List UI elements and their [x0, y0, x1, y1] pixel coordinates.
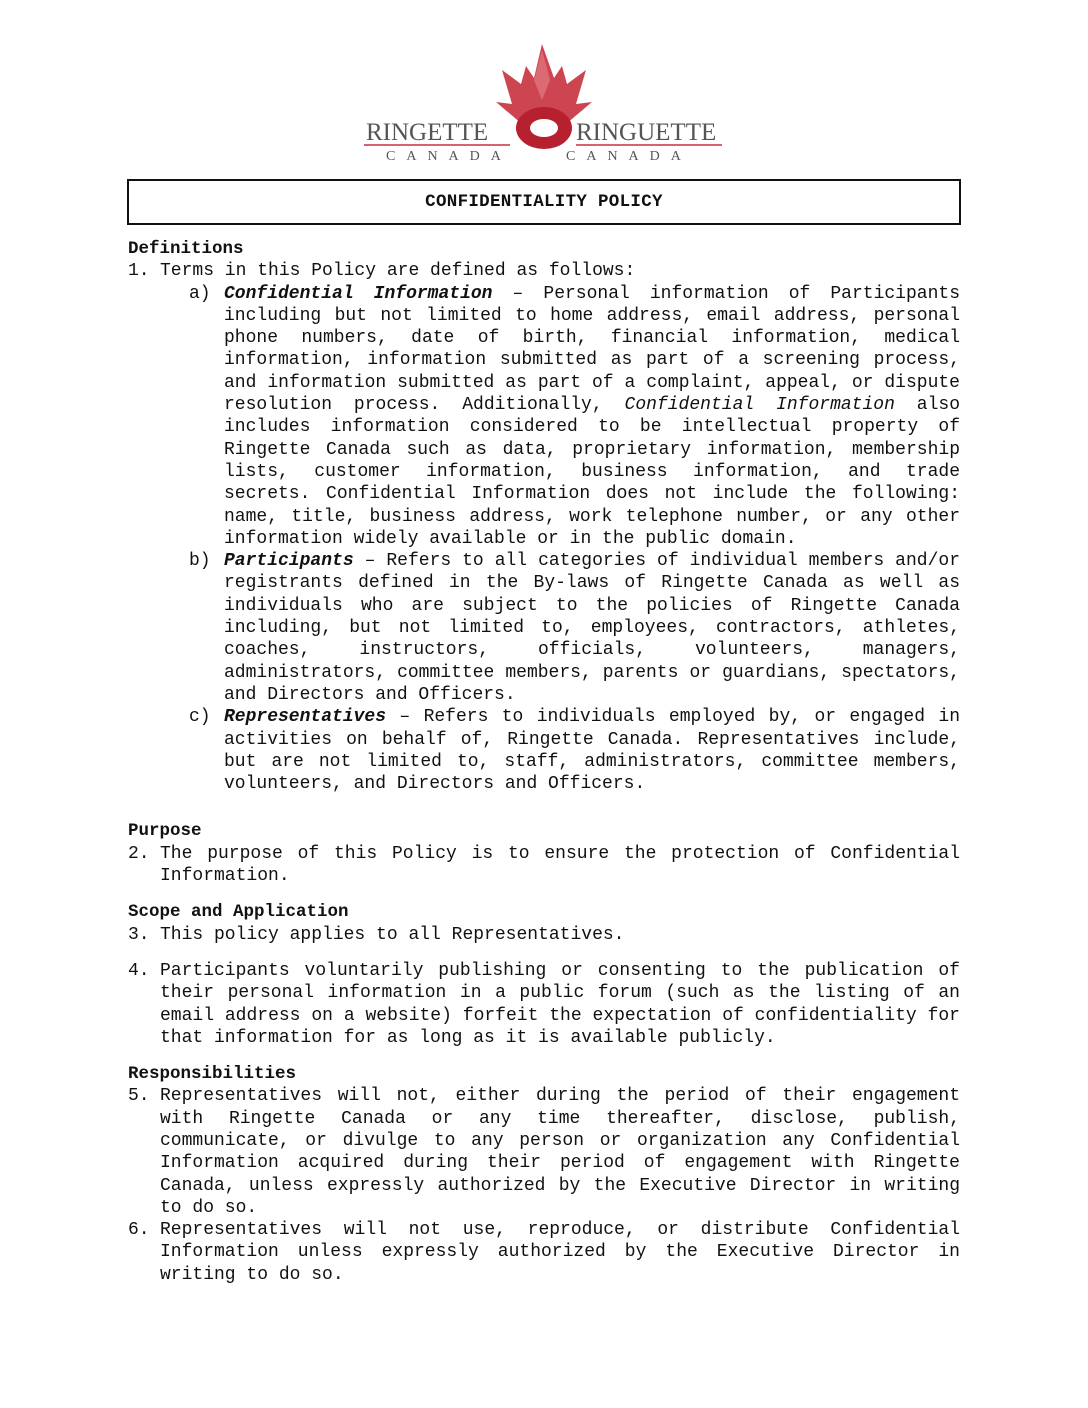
clause-number: 2. — [128, 843, 150, 864]
clause-number: 1. — [128, 261, 150, 282]
definition-letter: b) — [189, 551, 211, 572]
definition-participants — [189, 550, 960, 706]
clause-2 — [128, 843, 960, 888]
clause-text: This policy applies to all Representatives. — [160, 924, 625, 945]
clause-text: Representatives will not use, reproduce, or distribute Confidential Information unless expressly authorized by the Executive Director in writing to do so. — [160, 1220, 960, 1285]
clause-1 — [128, 260, 960, 282]
clause-number: 3. — [128, 924, 150, 945]
logo-left-word-1: RINGETTE — [366, 119, 489, 146]
clause-number: 5. — [128, 1086, 150, 1107]
definition-text: – Refers to individuals employed by, or engaged in activities on behalf of, Ringette Canada. Representatives include, but are not limited to, staff, administrators, committee members, volunteers, and Directors and Officers. — [224, 707, 960, 795]
definition-confidential-information — [189, 283, 960, 551]
definition-letter: c) — [189, 707, 211, 728]
ringette-canada-logo — [362, 40, 726, 162]
logo-left-word-2: CANADA — [386, 149, 512, 162]
section-heading-responsibilities: Responsibilities — [128, 1064, 297, 1085]
section-heading-definitions: Definitions — [128, 239, 244, 259]
definition-representatives — [189, 706, 960, 795]
maple-leaf-ring-icon — [362, 40, 726, 162]
clause-number: 6. — [128, 1220, 150, 1241]
clause-5 — [128, 1085, 960, 1219]
definition-text-part1: – Personal information of Participants including but not limited to home address, email address, personal phone numbers, date of birth, financial information, medical information, information submitted as part of a screening process, and information submitted as part of a complaint, appeal, or dispute resolution process. Additionally, — [224, 283, 960, 416]
policy-body — [128, 238, 960, 1286]
section-heading-scope: Scope and Application — [128, 902, 349, 923]
logo-right-word-1: RINGUETTE — [576, 119, 717, 146]
clause-4 — [128, 960, 960, 1049]
section-heading-purpose: Purpose — [128, 821, 202, 842]
clause-text: Representatives will not, either during the period of their engagement with Ringette Canada or any time thereafter, disclose, publish, communicate, or divulge to any person or organization any Confidential Information acquired during their period of engagement with Ringette Canada, unless expressly authorized by the Executive Director in writing to do so. — [160, 1086, 960, 1218]
clause-text: Terms in this Policy are defined as follows: — [160, 261, 636, 282]
clause-text: The purpose of this Policy is to ensure the protection of Confidential Information. — [160, 843, 960, 887]
definition-italic-term: Confidential Information — [624, 395, 895, 416]
clause-6 — [128, 1219, 960, 1286]
definition-term: Participants — [224, 551, 354, 572]
definition-term: Representatives — [224, 707, 387, 728]
definition-text: – Refers to all categories of individual members and/or registrants defined in the By-laws of Ringette Canada as well as individuals who are subject to the policies of Ringette Canada including, but not limited to, employees, contractors, athletes, coaches, instructors, officials, volunteers, managers, administrators, committee members, parents or guardians, spectators, and Directors and Officers. — [224, 551, 960, 705]
clause-text: Participants voluntarily publishing or consenting to the publication of their personal information in a public forum (such as the listing of an email address on a website) forfeit the expectation of confidentiality for that information for as long as it is available publicly. — [160, 960, 960, 1048]
definition-letter: a) — [189, 283, 211, 304]
clause-number: 4. — [128, 960, 150, 981]
policy-title: CONFIDENTIALITY POLICY — [127, 179, 961, 225]
definition-text-part2: also includes information considered to be intellectual property of Ringette Canada such as data, proprietary information, membership lists, customer information, business information, and trade secrets. Confidential Information does not include the following: name, title, business address, work telephone number, or any other information widely available or in the public domain. — [224, 395, 960, 549]
clause-3 — [128, 924, 960, 946]
logo-right-word-2: CANADA — [566, 149, 692, 162]
definition-term: Confidential Information — [224, 283, 493, 304]
